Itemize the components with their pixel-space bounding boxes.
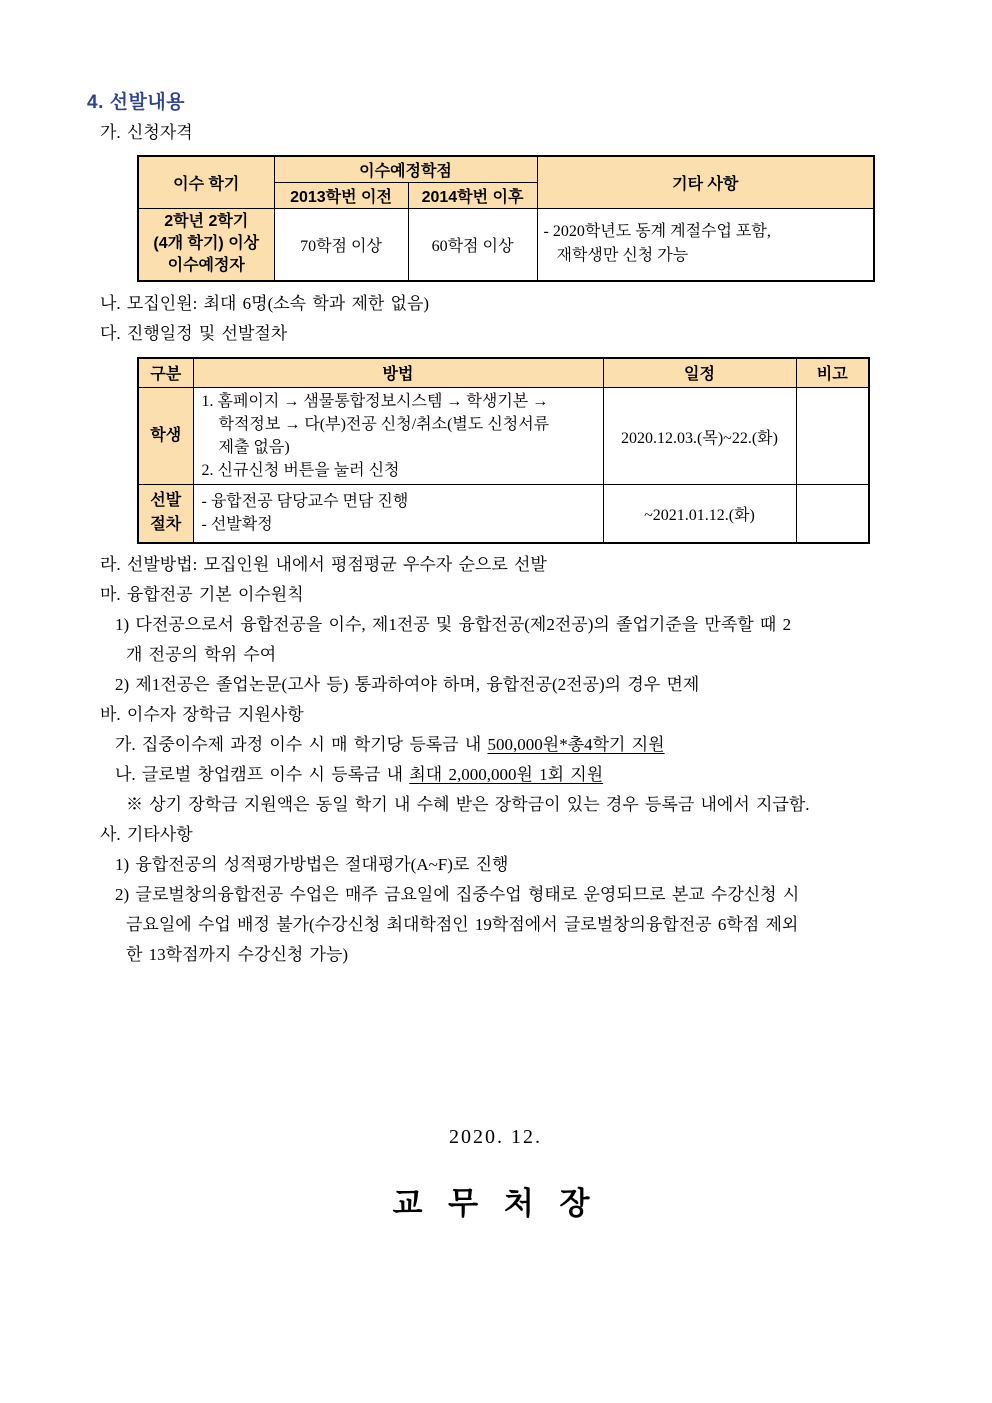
item-da-schedule-procedure: 다. 진행일정 및 선발절차	[100, 323, 288, 343]
qualification-row	[138, 209, 874, 281]
qual-semester-line1: 2학년 2학기	[164, 213, 249, 231]
item-ba-sub2	[115, 760, 904, 790]
qual-semester-line2: (4개 학기) 이상	[153, 235, 260, 253]
qual-etc-line2: 재학생만 신청 가능	[556, 247, 689, 265]
item-sa-sub2-line2: 금요일에 수업 배정 불가(수강신청 최대학점인 19학점에서 글로벌창의융합전공 6학점 제외	[126, 914, 799, 934]
item-ma-principles: 마. 융합전공 기본 이수원칙	[100, 584, 304, 604]
ba-sub1-underlined-amount: 500,000원*총4학기 지원	[487, 734, 665, 754]
qual-etc-cell	[537, 209, 874, 281]
item-ba-scholarship: 바. 이수자 장학금 지원사항	[100, 704, 304, 724]
item-sa-sub2-line3: 한 13학점까지 수강신청 가능)	[126, 944, 349, 964]
schedule-row-selection	[138, 485, 869, 543]
item-sa-etc: 사. 기타사항	[100, 824, 193, 844]
qual-header-etc: 기타 사항	[537, 156, 874, 209]
sched-row1-method-line3: 제출 없음)	[218, 439, 290, 456]
qual-etc-line1: - 2020학년도 동계 계절수업 포함,	[543, 223, 771, 241]
item-sa-sub1: 1) 융합전공의 성적평가방법은 절대평가(A~F)로 진행	[115, 854, 509, 874]
sched-row1-method-line4: 2. 신규신청 버튼을 눌러 신청	[201, 462, 400, 479]
sched-header-note: 비고	[796, 358, 869, 388]
sched-header-schedule: 일정	[603, 358, 796, 388]
sched-row2-method-line1: - 융합전공 담당교수 면담 진행	[201, 493, 409, 511]
qual-credits-after-2014: 60학점 이상	[408, 209, 537, 281]
section-title: 4. 선발내용	[87, 92, 186, 113]
item-ra-selection-method: 라. 선발방법: 모집인원 내에서 평점평균 우수자 순으로 선발	[100, 554, 547, 574]
item-ba-sub1	[115, 730, 904, 760]
item-ma-sub2: 2) 제1전공은 졸업논문(고사 등) 통과하여야 하며, 융합전공(2전공)의 경우 면제	[115, 674, 700, 694]
item-ga-application-qualification: 가. 신청자격	[100, 123, 193, 142]
sched-row1-note	[796, 388, 869, 485]
item-sa-sub2-line1: 2) 글로벌창의융합전공 수업은 매주 금요일에 집중수업 형태로 운영되므로 본교 수강신청 시	[115, 884, 800, 904]
sched-row1-method-line1: 1. 홈페이지 → 샘물통합정보시스템 → 학생기본 →	[201, 393, 549, 410]
qual-header-semester: 이수 학기	[138, 156, 274, 209]
ba-sub2-underlined-amount: 최대 2,000,000원 1회 지원	[409, 764, 604, 784]
qual-semester-line3: 이수예정자	[167, 257, 245, 275]
item-ma-sub1-line2: 개 전공의 학위 수여	[126, 644, 277, 664]
qual-credits-before-2013: 70학점 이상	[274, 209, 408, 281]
qual-header-expected-credits: 이수예정학점	[274, 156, 537, 183]
item-ba-note: ※ 상기 장학금 지원액은 동일 학기 내 수혜 받은 장학금이 있는 경우 등록금 내에서 지급함.	[126, 794, 810, 814]
qual-header-after-2014: 2014학번 이후	[408, 183, 537, 209]
signature-title: 교 무 처 장	[392, 1185, 599, 1221]
qual-header-before-2013: 2013학번 이전	[274, 183, 408, 209]
sched-row1-schedule: 2020.12.03.(목)~22.(화)	[603, 388, 796, 485]
ba-sub2-prefix: 나. 글로벌 창업캠프 이수 시 등록금 내	[115, 764, 410, 784]
qual-semester-cell	[138, 209, 274, 281]
schedule-table	[137, 357, 870, 544]
item-ma-sub1-line1: 1) 다전공으로서 융합전공을 이수, 제1전공 및 융합전공(제2전공)의 졸업기준을 만족할 때 2	[115, 614, 792, 634]
document-date: 2020. 12.	[449, 1125, 542, 1148]
sched-row1-method-line2: 학적정보 → 다(부)전공 신청/취소(별도 신청서류	[218, 416, 550, 433]
sched-row2-category: 선발절차	[138, 485, 193, 543]
sched-row1-method	[193, 388, 603, 485]
sched-row2-note	[796, 485, 869, 543]
sched-row2-method-line2: - 선발확정	[201, 516, 273, 534]
item-na-recruit-count: 나. 모집인원: 최대 6명(소속 학과 제한 없음)	[100, 293, 430, 313]
sched-header-method: 방법	[193, 358, 603, 388]
sched-row2-method	[193, 485, 603, 543]
qualification-table	[137, 155, 875, 282]
sched-row1-category: 학생	[138, 388, 193, 485]
sched-header-category: 구분	[138, 358, 193, 388]
schedule-row-student	[138, 388, 869, 485]
ba-sub1-prefix: 가. 집중이수제 과정 이수 시 매 학기당 등록금 내	[115, 734, 488, 754]
sched-row2-schedule: ~2021.01.12.(화)	[603, 485, 796, 543]
